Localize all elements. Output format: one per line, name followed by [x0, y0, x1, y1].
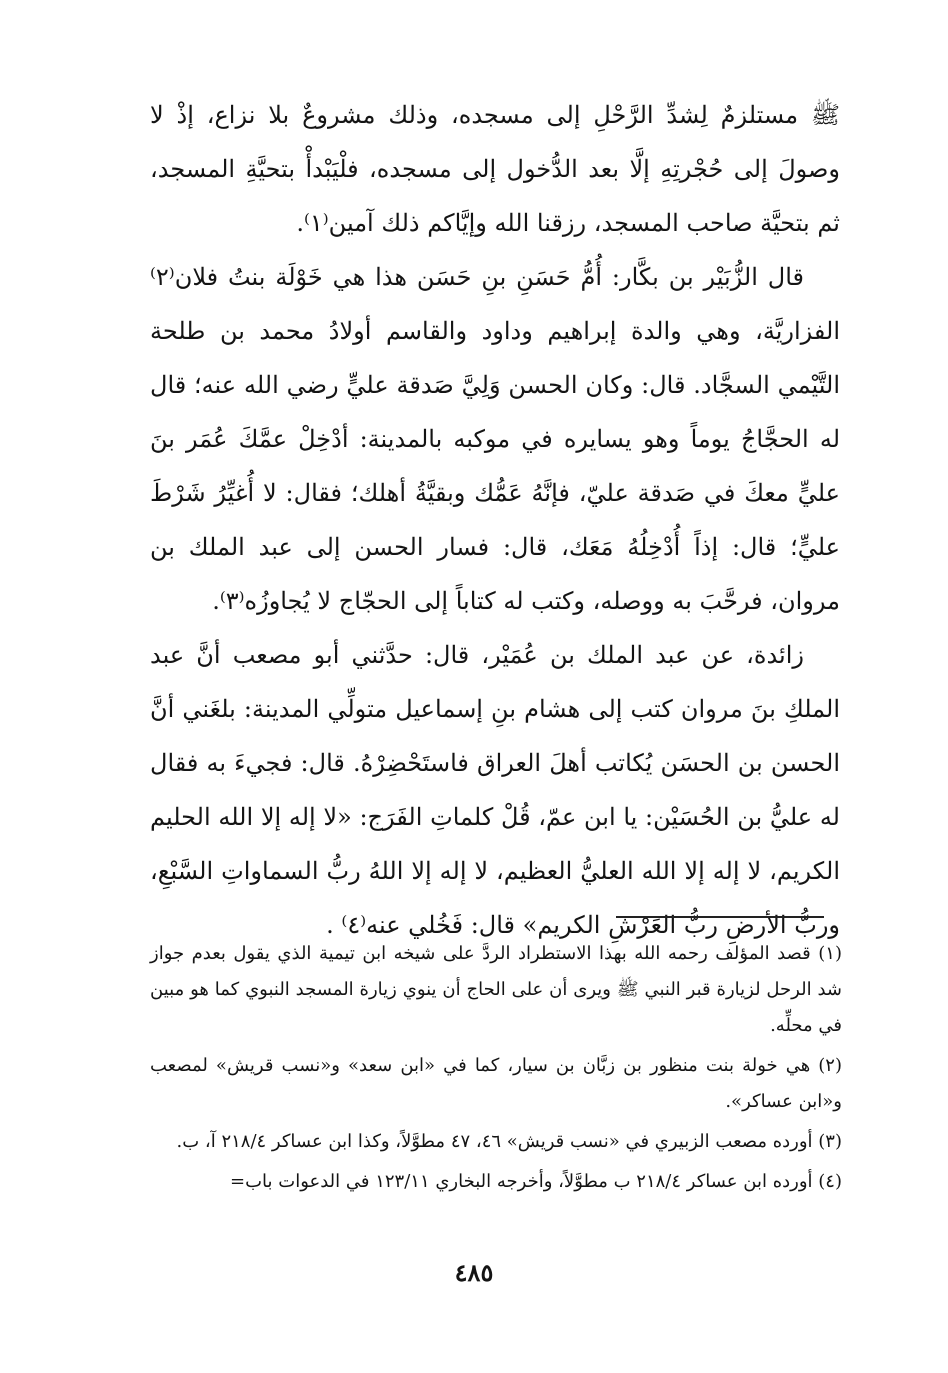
footnote-2: (٢) هي خولة بنت منظور بن زبَّان بن سيار، كما في «ابن سعد» و«نسب قريش» لمصعب و«ابن عساكر». [150, 1055, 842, 1112]
footnote-1: (١) قصد المؤلف رحمه الله بهذا الاستطراد الردَّ على شيخه ابن تيمية الذي يقول بعدم جواز شد الرحل لزيارة قبر النبي ﷺ ويرى أن على الحاج أن ينوي زيارة المسجد النبوي كما هو مبين في محلِّه. [150, 943, 842, 1036]
footnote-divider [616, 916, 824, 918]
paragraph-2: قال الزُّبَيْر بن بكَّار: أُمُّ حَسَنِ بنِ حَسَن هذا هي خَوْلَة بنتُ فلان⁽٢⁾ الفزاريَّة، وهي والدة إبراهيم وداود والقاسم أولادُ محمد بن طلحة التَّيْمي السجَّاد. قال: وكان الحسن وَلِيَّ صَدقة عليٍّ رضي الله عنه؛ قال له الحجَّاجُ يوماً وهو يسايره في موكبه بالمدينة: أدْخِلْ عمَّكَ عُمَر بنَ عليٍّ معكَ في صَدقة عليّ، فإنَّهُ عَمُّك وبقيَّةُ أهلك؛ فقال: لا أُغيِّرُ شَرْطَ عليٍّ؛ قال: إذاً أُدْخِلُهُ مَعَك، قال: فسار الحسن إلى عبد الملك بن مروان، فرحَّبَ به ووصله، وكتب له كتاباً إلى الحجّاج لا يُجاوزُه⁽٣⁾. [150, 263, 841, 615]
paragraph-1: ﷺ مستلزمٌ لِشدِّ الرَّحْلِ إلى مسجده، وذلك مشروعٌ بلا نزاع، إذْ لا وصولَ إلى حُجْرتِهِ إلَّا بعد الدُّخول إلى مسجده، فلْيَبْدأْ بتحيَّةِ المسجد، ثم بتحيَّة صاحب المسجد، رزقنا الله وإيَّاكم ذلك آمين⁽١⁾. [150, 101, 840, 237]
footnote-3: (٣) أورده مصعب الزبيري في «نسب قريش» ٤٦، ٤٧ مطوَّلاً، وكذا ابن عساكر ٢١٨/٤ آ، ب. [176, 1131, 842, 1152]
page-number: ٤٨٥ [454, 1258, 494, 1287]
paragraph-3: زائدة، عن عبد الملك بن عُمَيْر، قال: حدَّثني أبو مصعب أنَّ عبد الملكِ بنَ مروان كتب إلى هشام بنِ إسماعيل متولِّي المدينة: بلغَني أنَّ الحسن بن الحسَن يُكاتب أهلَ العراق فاستَحْضِرْهُ. قال: فجيءَ به فقال له عليُّ بن الحُسَيْن: يا ابن عمّ، قُلْ كلماتِ الفَرَج: «لا إله إلا الله الحليم الكريم، لا إله إلا الله العليُّ العظيم، لا إله إلا اللهُ ربُّ السماواتِ السَّبْعِ، وربُّ الأرضِ ربُّ العَرْشِ الكريم» قال: فَخُلي عنه⁽٤⁾ . [150, 641, 840, 939]
footnote-4: (٤) أورده ابن عساكر ٢١٨/٤ ب مطوَّلاً، وأخرجه البخاري ١٢٣/١١ في الدعوات باب= [230, 1171, 842, 1192]
main-text-body [150, 88, 840, 952]
footnotes-section [150, 936, 842, 1204]
